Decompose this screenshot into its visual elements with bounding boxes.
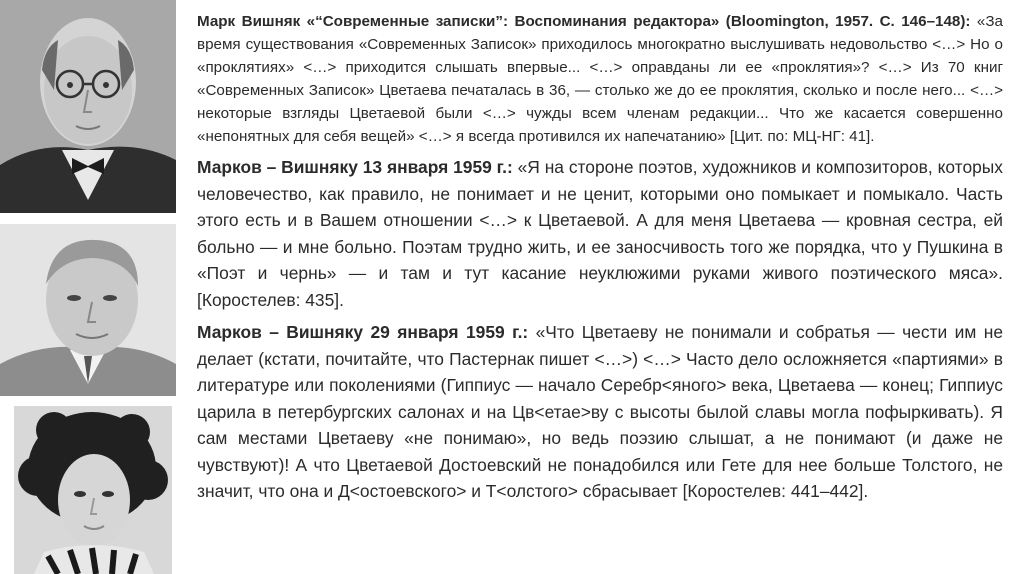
portrait-vishnyak (0, 0, 176, 213)
text-content (197, 10, 1003, 511)
paragraph-body: «За время существования «Современных Записок» приходилось многократно выслушивать недовольство <…> Но о «проклятиях» <…> приходится слышать впервые... <…> оправданы ли ее «проклятия»? <…> Из 70 книг «Современных Записок» Цветаева печаталась в 36, — столько же до ее проклятия, сколько и после него... <…> некоторые взгляды Цветаевой были <…> чужды всем членам редакции... Что же касается совершенно «непонятных для себя вещей» <…> я всегда противился их напечатанию» [Цит. по: МЦ-НГ: 41]. (197, 13, 1003, 145)
portrait-tsvetaeva (14, 406, 172, 574)
paragraph-letter-1959-01-29 (197, 319, 1003, 505)
paragraph-lead: Марков – Вишняку 29 января 1959 г.: (197, 322, 529, 342)
paragraph-body: «Я на стороне поэтов, художников и композиторов, которых человечество, как правило, не понимает и не ценит, которыми оно помыкает и помыкало. Часть этого есть и в Вашем отношении <…> к Цветаевой. А для меня Цветаева — кровная сестра, ей больно — и мне больно. Поэтам трудно жить, и ее заносчивость того же порядка, что у Пушкина в «Поэт и чернь» — и там и тут касание неуклюжими руками живого поэтического мяса». [Коростелев: 435]. (197, 157, 1003, 310)
paragraph-lead: Марков – Вишняку 13 января 1959 г.: (197, 157, 513, 177)
paragraph-vishnyak-memoir (197, 10, 1003, 148)
paragraph-letter-1959-01-13 (197, 154, 1003, 313)
portrait-markov (0, 224, 176, 396)
paragraph-body: «Что Цветаеву не понимали и собратья — чести им не делает (кстати, почитайте, что Пастернак пишет <…>) <…> Часто дело осложняется «партиями» в литературе или поколениями (Гиппиус — начало Серебр<яного> века, Цветаева — конец; Гиппиус царила в петербургских салонах и на Цв<етае>ву с высоты былой славы могла пофыркивать). Я сам местами Цветаеву «не понимаю», но ведь поэзию слышат, а не понимают (и даже не чувствуют)! А что Цветаевой Достоевский не понадобился или Гете для нее больше Толстого, не значит, что она и Д<остоевского> и Т<олстого> сбрасывает [Коростелев: 441–442]. (197, 322, 1003, 501)
paragraph-lead: Марк Вишняк «“Современные записки”: Воспоминания редактора» (Bloomington, 1957. С. 146–148): (197, 13, 971, 30)
